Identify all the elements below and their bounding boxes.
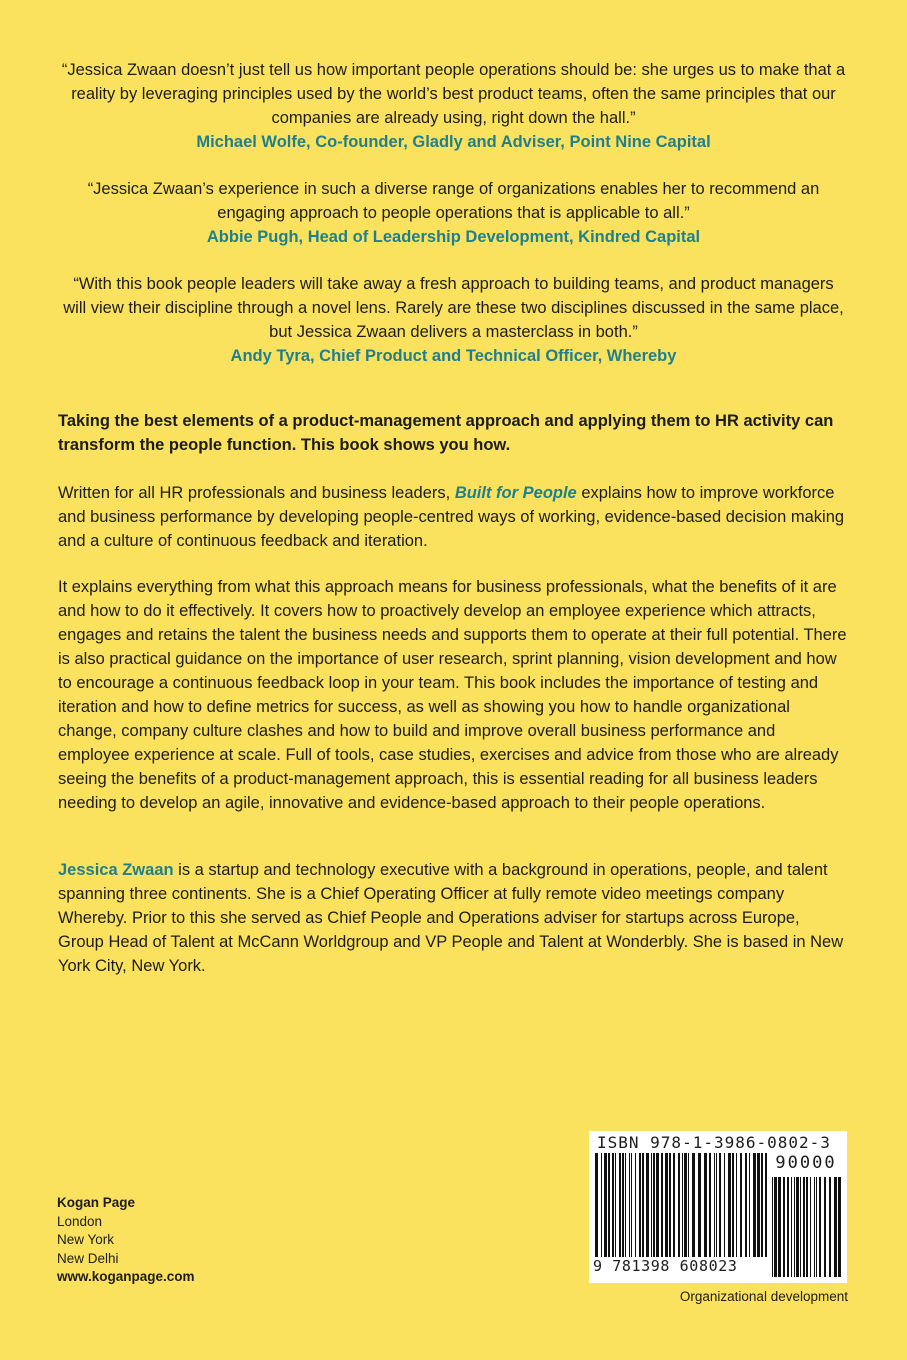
- barcode-bar: [704, 1153, 707, 1257]
- endorsement-quote: [60, 177, 847, 249]
- barcode-bar: [753, 1153, 756, 1257]
- barcode-bar: [787, 1177, 789, 1277]
- barcode-bar: [601, 1153, 602, 1257]
- quote-attribution: Michael Wolfe, Co-founder, Gladly and Adviser, Point Nine Capital: [196, 133, 711, 151]
- quote-text: “Jessica Zwaan doesn’t just tell us how important people operations should be: she urges us to make that a reality by leveraging principles used by the world’s best product teams, often the same principles that our companies are already using, right down the hall.”: [61, 61, 846, 127]
- book-title: Built for People: [454, 484, 577, 502]
- barcode-bar: [719, 1153, 721, 1257]
- barcode-bar: [608, 1153, 610, 1257]
- barcode-bar: [612, 1153, 614, 1257]
- publisher-city: New York: [57, 1232, 115, 1247]
- barcode-bar: [806, 1177, 808, 1277]
- author-bio-text: is a startup and technology executive with a background in operations, people, and talent spanning three continents. She is a Chief Operating Officer at fully remote video meetings company Whereby. Prior to this she served as Chief People and Operations adviser for startups across Europe, Group Head of Talent at McCann Worldgroup and VP People and Talent at Wonderbly. She is based in New York City, New York.: [58, 861, 844, 975]
- quote-attribution: Andy Tyra, Chief Product and Technical Officer, Whereby: [230, 347, 677, 365]
- barcode-bar: [829, 1177, 831, 1277]
- barcode-bar: [783, 1177, 785, 1277]
- description-paragraph: [58, 481, 848, 553]
- barcode-bar: [745, 1153, 747, 1257]
- isbn-barcode: [589, 1131, 847, 1283]
- barcode-bar: [724, 1153, 725, 1257]
- barcode-bar: [646, 1153, 649, 1257]
- barcode-bar: [819, 1177, 821, 1277]
- publisher-city: London: [57, 1213, 103, 1229]
- barcode-bar: [736, 1153, 737, 1257]
- barcode-bar: [794, 1177, 795, 1277]
- subject-category: Organizational development: [679, 1289, 848, 1304]
- description-text: Written for all HR professionals and business leaders,: [58, 484, 455, 502]
- endorsement-quote: [60, 58, 847, 154]
- barcode-bar: [765, 1153, 767, 1257]
- description-paragraph: It explains everything from what this approach means for business professionals, what the benefits of it are and how to do it effectively. It covers how to proactively develop an employee experience which attracts, engages and retains the talent the business needs and supports them to operate at their full potential. There is also practical guidance on the importance of user research, sprint planning, vision development and how to encourage a continuous feedback loop in your team. This book includes the importance of testing and iteration and how to define metrics for success, as well as showing you how to handle organizational change, company culture clashes and how to build and improve overall business performance and employee experience at scale. Full of tools, case studies, exercises and advice from those who are already seeing the benefits of a product-management approach, this is essential reading for all business leaders needing to develop an agile, innovative and evidence-based approach to their people operations.: [58, 578, 847, 812]
- endorsements: [60, 58, 847, 368]
- barcode-digits: 9 781398 608023: [593, 1257, 738, 1275]
- endorsement-quote: [60, 272, 847, 368]
- quote-attribution: Abbie Pugh, Head of Leadership Development, Kindred Capital: [206, 228, 701, 246]
- barcode-bar: [774, 1177, 777, 1277]
- barcode-bar: [692, 1153, 695, 1257]
- barcode-bar: [714, 1153, 715, 1257]
- description-text: explains how to improve workforce and business performance by developing people-centred ways of working, evidence-based decision making and a culture of continuous feedback and iteration.: [58, 484, 845, 550]
- barcode-bar: [761, 1153, 763, 1257]
- barcode-bar: [673, 1153, 675, 1257]
- barcode-bar: [732, 1153, 734, 1257]
- barcode-bar: [656, 1153, 659, 1257]
- barcode-bar: [665, 1153, 668, 1257]
- barcode-addon-bars: [770, 1177, 842, 1277]
- barcode-bar: [678, 1153, 680, 1257]
- barcode-bar: [791, 1177, 792, 1277]
- barcode-bar: [772, 1177, 773, 1277]
- barcode-bars: [593, 1153, 769, 1257]
- barcode-bar: [625, 1153, 626, 1257]
- barcode-addon-digits: 90000: [775, 1153, 837, 1173]
- barcode-bar: [651, 1153, 652, 1257]
- barcode-bar: [635, 1153, 636, 1257]
- publisher-city: New Delhi: [57, 1250, 119, 1266]
- barcode-bar: [698, 1153, 701, 1257]
- publisher-info: [57, 1194, 195, 1287]
- barcode-bar: [642, 1153, 644, 1257]
- publisher-website: www.koganpage.com: [57, 1269, 195, 1284]
- barcode-bar: [740, 1153, 742, 1257]
- barcode-bar: [838, 1177, 841, 1277]
- barcode-bar: [709, 1153, 711, 1257]
- barcode-bar: [661, 1153, 663, 1257]
- barcode-bar: [629, 1153, 630, 1257]
- barcode-bar: [604, 1153, 607, 1257]
- barcode-bar: [803, 1177, 805, 1277]
- barcode-bar: [615, 1153, 616, 1257]
- barcode-bar: [669, 1153, 671, 1257]
- barcode-bar: [684, 1153, 687, 1257]
- barcode-bar: [631, 1153, 632, 1257]
- barcode-bar: [834, 1177, 837, 1277]
- barcode-bar: [619, 1153, 621, 1257]
- barcode-bar: [682, 1153, 683, 1257]
- barcode-bar: [778, 1177, 781, 1277]
- barcode-bar: [716, 1153, 717, 1257]
- author-bio: [58, 858, 848, 978]
- barcode-bar: [810, 1177, 811, 1277]
- barcode-bar: [688, 1153, 689, 1257]
- quote-text: “Jessica Zwaan’s experience in such a diverse range of organizations enables her to recommend an engaging approach to people operations that is applicable to all.”: [87, 180, 820, 222]
- isbn-label: ISBN 978-1-3986-0802-3: [597, 1133, 831, 1152]
- barcode-bar: [595, 1153, 598, 1257]
- barcode-bar: [824, 1177, 826, 1277]
- barcode-bar: [622, 1153, 624, 1257]
- barcode-bar: [728, 1153, 731, 1257]
- barcode-bar: [749, 1153, 750, 1257]
- barcode-bar: [796, 1177, 799, 1277]
- publisher-name: Kogan Page: [57, 1195, 136, 1210]
- barcode-bar: [653, 1153, 655, 1257]
- barcode-bar: [800, 1177, 801, 1277]
- barcode-bar: [814, 1177, 815, 1277]
- barcode-bar: [639, 1153, 641, 1257]
- barcode-bar: [757, 1153, 760, 1257]
- lead-paragraph: Taking the best elements of a product-management approach and applying them to HR activity can transform the people function. This book shows you how.: [58, 412, 834, 454]
- quote-text: “With this book people leaders will take away a fresh approach to building teams, and product managers will view their discipline through a novel lens. Rarely are these two disciplines discussed in the same place, but Jessica Zwaan delivers a masterclass in both.”: [63, 275, 844, 341]
- author-name: Jessica Zwaan: [58, 861, 174, 879]
- barcode-bar: [816, 1177, 817, 1277]
